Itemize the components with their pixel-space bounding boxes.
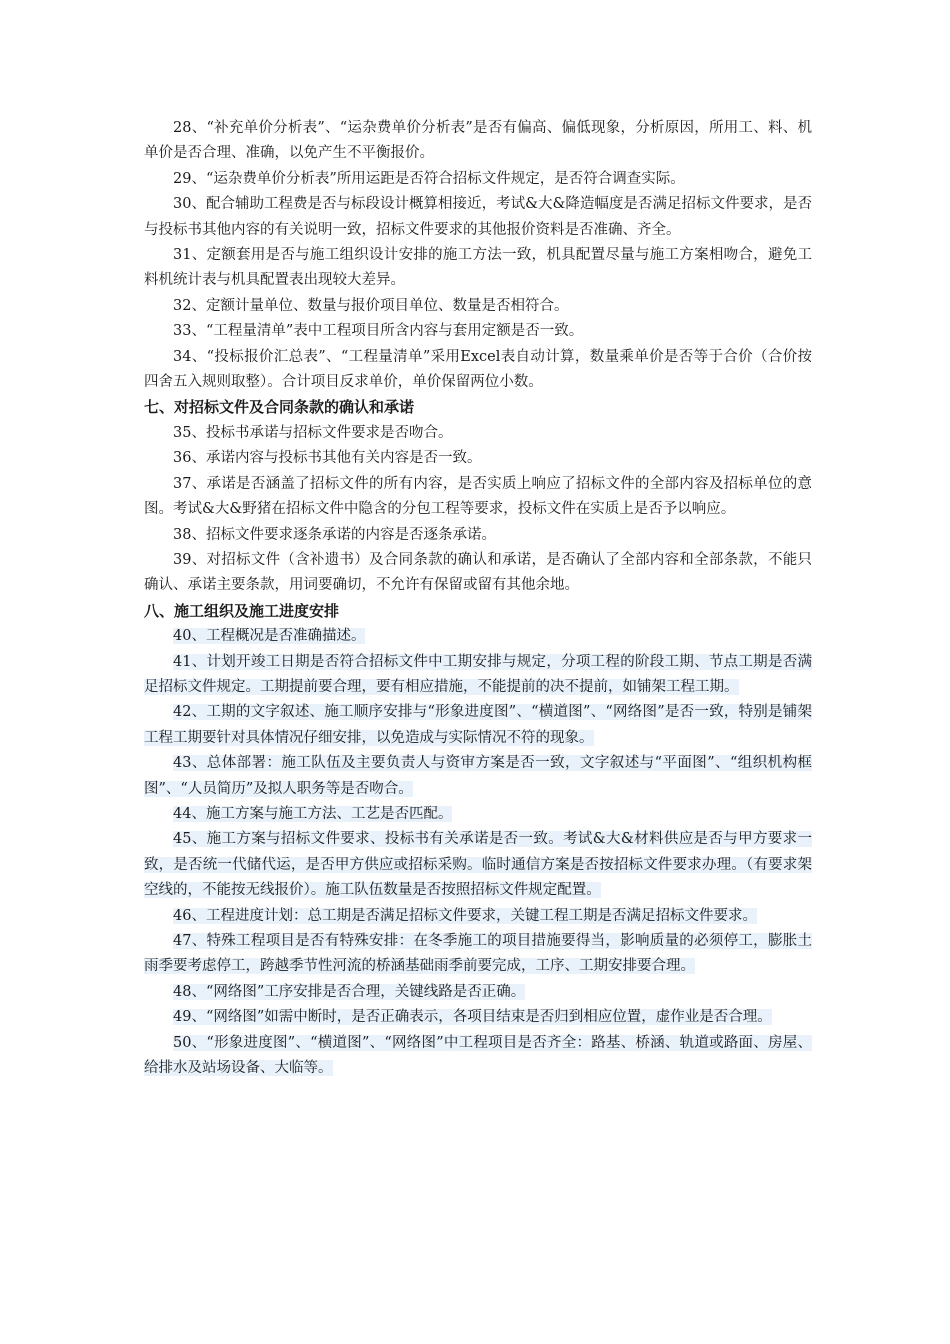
highlighted-text: 50、“形象进度图”、“横道图”、“网络图”中工程项目是否齐全：路基、桥涵、轨道或路面、房屋、给排水及站场设备、大临等。 [144, 1034, 812, 1077]
paragraph-32: 32、定额计量单位、数量与报价项目单位、数量是否相符合。 [173, 297, 569, 314]
paragraph-42 [144, 700, 812, 751]
paragraph-47 [144, 929, 812, 980]
paragraph-29: 29、“运杂费单价分析表”所用运距是否符合招标文件规定，是否符合调查实际。 [173, 170, 685, 187]
highlighted-text: 41、计划开竣工日期是否符合招标文件中工期安排与规定，分项工程的阶段工期、节点工期是否满足招标文件规定。工期提前要合理，要有相应措施，不能提前的决不提前，如铺架工程工期。 [144, 653, 812, 695]
highlighted-text: 45、施工方案与招标文件要求、投标书有关承诺是否一致。考试&大&材料供应是否与甲方要求一致，是否统一代储代运，是否甲方供应或招标采购。临时通信方案是否按招标文件要求办理。（有要求架空线的，不能按无线报价）。施工队伍数量是否按照招标文件规定配置。 [144, 831, 812, 899]
highlighted-text: 42、工期的文字叙述、施工顺序安排与“形象进度图”、“横道图”、“网络图”是否一致，特别是铺架工程工期要针对具体情况仔细安排，以免造成与实际情况不符的现象。 [144, 704, 812, 746]
paragraph-46 [144, 904, 812, 929]
paragraph-39: 39、对招标文件（含补遗书）及合同条款的确认和承诺，是否确认了全部内容和全部条款，不能只确认、承诺主要条款，用词要确切，不允许有保留或留有其他余地。 [144, 551, 812, 594]
highlighted-text: 49、“网络图”如需中断时，是否正确表示，各项目结束是否归到相应位置，虚作业是否合理。 [173, 1009, 772, 1026]
highlighted-text: 43、总体部署：施工队伍及主要负责人与资审方案是否一致，文字叙述与“平面图”、“组织机构框图”、“人员简历”及拟人职务等是否吻合。 [144, 755, 812, 797]
paragraph-28: 28、“补充单价分析表”、“运杂费单价分析表”是否有偏高、偏低现象，分析原因，所用工、料、机单价是否合理、准确，以免产生不平衡报价。 [144, 120, 812, 162]
paragraph-35: 35、投标书承诺与招标文件要求是否吻合。 [173, 424, 453, 441]
paragraph-44 [144, 802, 812, 827]
paragraph-30: 30、配合辅助工程费是否与标段设计概算相接近，考试&大&降造幅度是否满足招标文件要求，是否与投标书其他内容的有关说明一致，招标文件要求的其他报价资料是否准确、齐全。 [144, 196, 812, 238]
paragraph-50 [144, 1031, 812, 1082]
paragraph-45 [144, 827, 812, 903]
highlighted-text: 46、工程进度计划：总工期是否满足招标文件要求，关键工程工期是否满足招标文件要求。 [173, 907, 757, 924]
section-heading-8: 八、施工组织及施工进度安排 [144, 601, 340, 620]
paragraph-38: 38、招标文件要求逐条承诺的内容是否逐条承诺。 [173, 526, 496, 543]
paragraph-36: 36、承诺内容与投标书其他有关内容是否一致。 [173, 450, 482, 467]
highlighted-text: 47、特殊工程项目是否有特殊安排：在冬季施工的项目措施要得当，影响质量的必须停工，膨胀土雨季要考虑停工，跨越季节性河流的桥涵基础雨季前要完成，工序、工期安排要合理。 [144, 933, 812, 975]
highlighted-text: 40、工程概况是否准确描述。 [173, 628, 366, 645]
paragraph-33: 33、“工程量清单”表中工程项目所含内容与套用定额是否一致。 [173, 323, 584, 340]
paragraph-37: 37、承诺是否涵盖了招标文件的所有内容，是否实质上响应了招标文件的全部内容及招标单位的意图。考试&大&野猪在招标文件中隐含的分包工程等要求，投标文件在实质上是否予以响应。 [144, 475, 812, 518]
paragraph-48 [144, 980, 812, 1005]
paragraph-34: 34、“投标报价汇总表”、“工程量清单”采用Excel表自动计算，数量乘单价是否等于合价（合价按四舍五入规则取整）。合计项目反求单价，单价保留两位小数。 [144, 348, 812, 391]
paragraph-41 [144, 650, 812, 701]
paragraph-49 [144, 1005, 812, 1030]
paragraph-40 [144, 624, 812, 649]
paragraph-31: 31、定额套用是否与施工组织设计安排的施工方法一致，机具配置尽量与施工方案相吻合，避免工料机统计表与机具配置表出现较大差异。 [144, 247, 812, 289]
document-body [144, 116, 812, 1081]
highlighted-text: 44、施工方案与施工方法、工艺是否匹配。 [173, 805, 453, 822]
paragraph-43 [144, 751, 812, 802]
section-heading-7: 七、对招标文件及合同条款的确认和承诺 [144, 398, 415, 417]
highlighted-text: 48、“网络图”工序安排是否合理，关键线路是否正确。 [173, 983, 526, 1000]
